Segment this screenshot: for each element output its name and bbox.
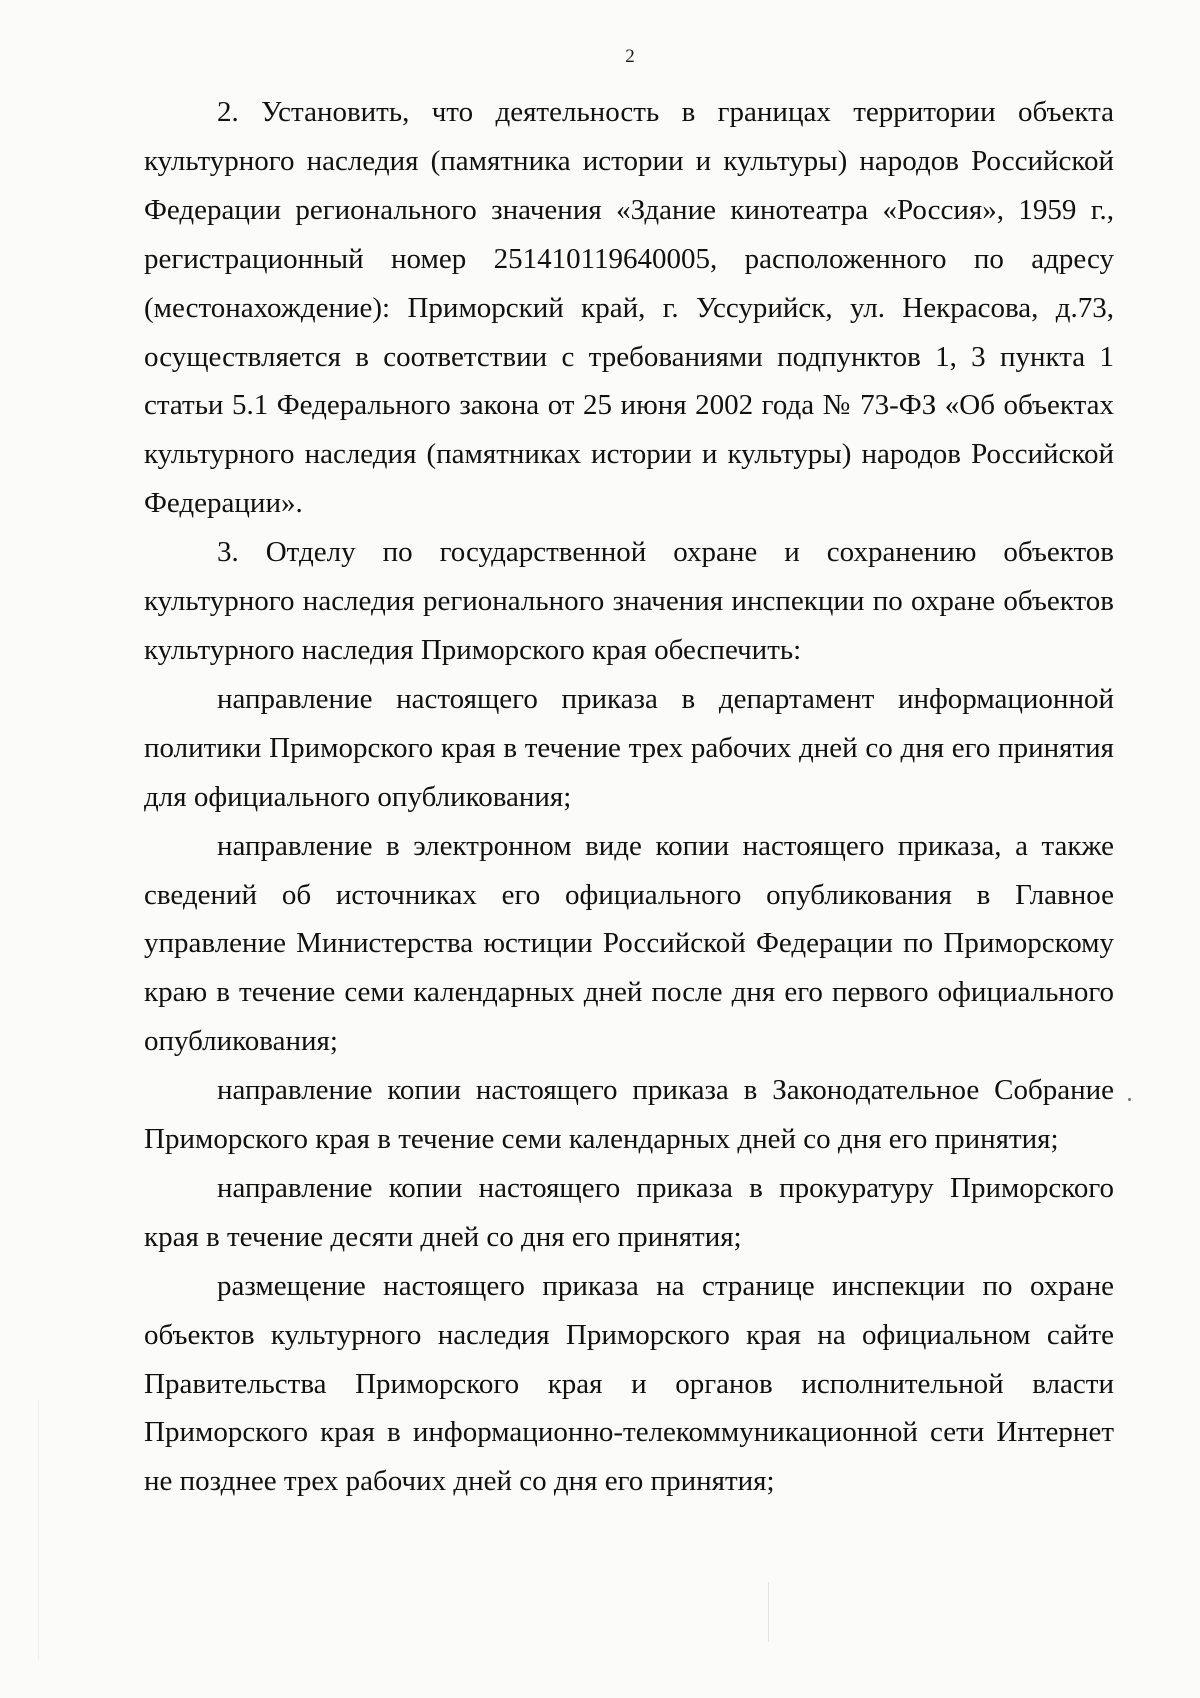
paragraph-website-placement: размещение настоящего приказа на странице инспекции по охране объектов культурного наследия Приморского края на официальном сайте Правительства Приморского края и органов исполнительной власти Приморского края в информационно-телекоммуникационной сети Интернет не позднее трех рабочих дней со дня его принятия;: [144, 1269, 1114, 1498]
paragraph-item-3: 3. Отделу по государственной охране и сохранению объектов культурного наследия регионального значения инспекции по охране объектов культурного наследия Приморского края обеспечить:: [144, 536, 1114, 666]
paragraph-ministry-of-justice: направление в электронном виде копии настоящего приказа, а также сведений об источниках его официального опубликования в Главное управление Министерства юстиции Российской Федерации по Приморскому краю в течение семи календарных дней после дня его первого официального опубликования;: [144, 829, 1114, 1058]
scan-speck: [768, 1582, 769, 1642]
document-body: [144, 88, 1114, 1506]
paragraph-item-2: 2. Установить, что деятельность в границах территории объекта культурного наследия (памятника истории и культуры) народов Российской Федерации регионального значения «Здание кинотеатра «Россия», 1959 г., регистрационный номер 251410119640005, расположенного по адресу (местонахождение): Приморский край, г. Уссурийск, ул. Некрасова, д.73, осуществляется в соответствии с требованиями подпунктов 1, 3 пункта 1 статьи 5.1 Федерального закона от 25 июня 2002 года № 73-ФЗ «Об объектах культурного наследия (памятниках истории и культуры) народов Российской Федерации».: [144, 96, 1114, 520]
page-number: 2: [625, 46, 635, 67]
scan-speck: [1128, 1098, 1131, 1101]
paragraph-prosecutor-office: направление копии настоящего приказа в прокуратуру Приморского края в течение десяти дней со дня его принятия;: [144, 1171, 1114, 1253]
paragraph-legislative-assembly: направление копии настоящего приказа в Законодательное Собрание Приморского края в течение семи календарных дней со дня его принятия;: [144, 1074, 1114, 1156]
paragraph-publication-direction: направление настоящего приказа в департамент информационной политики Приморского края в течение трех рабочих дней со дня его принятия для официального опубликования;: [144, 682, 1114, 813]
scan-speck: [38, 1400, 39, 1660]
